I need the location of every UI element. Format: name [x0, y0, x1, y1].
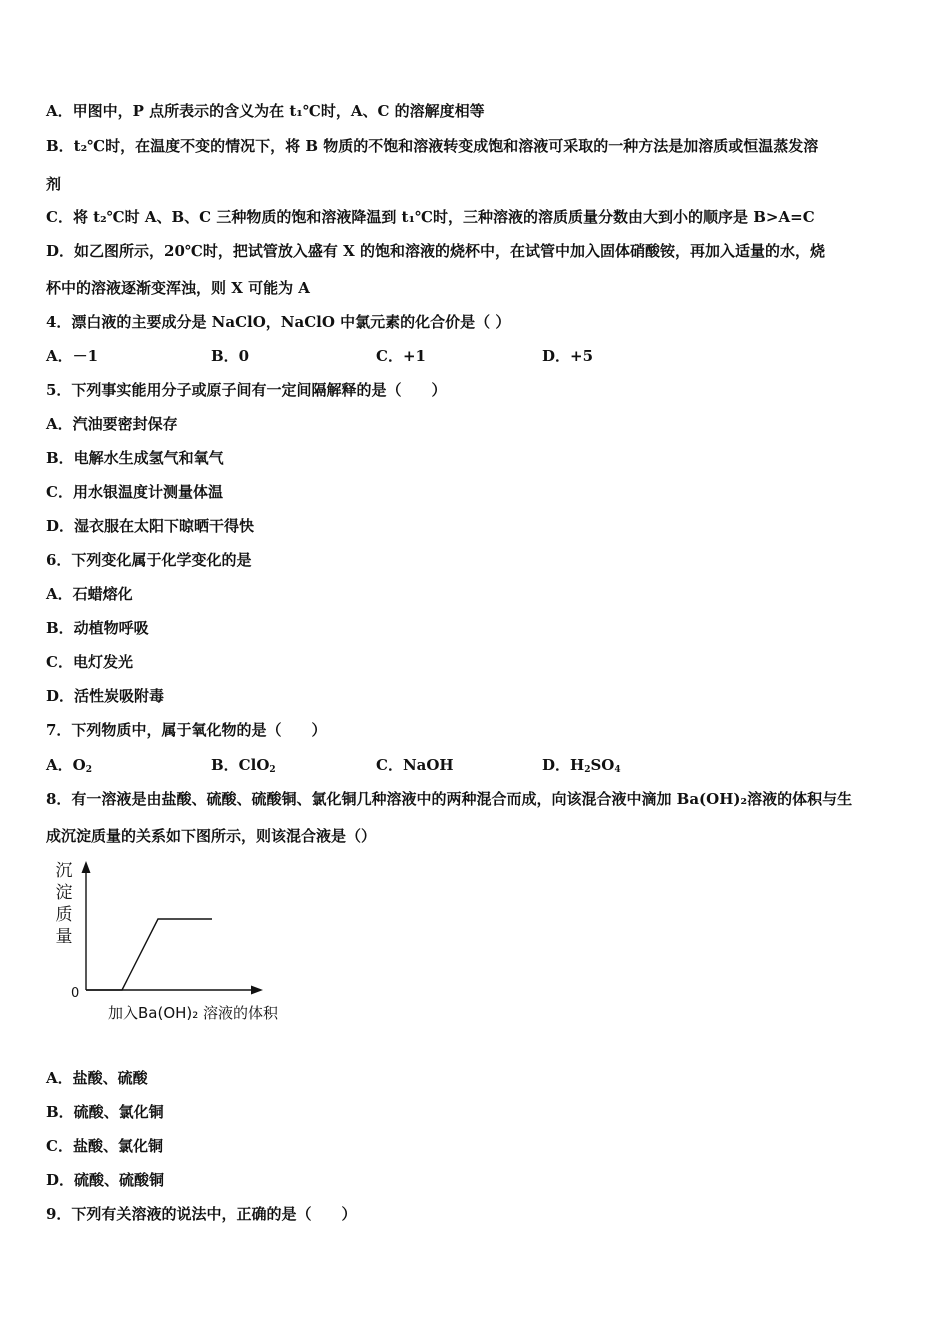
- q6-option-d: D．活性炭吸附毒: [46, 687, 165, 705]
- chart-y-label: 沉淀质量: [55, 861, 73, 947]
- q8-option-b: B．硫酸、氯化铜: [46, 1103, 164, 1121]
- q7-stem: 7．下列物质中，属于氧化物的是（ ）: [46, 721, 327, 739]
- q8-option-d: D．硫酸、硫酸铜: [46, 1171, 165, 1189]
- q8-option-c: C．盐酸、氯化铜: [46, 1137, 163, 1155]
- q5-option-c: C．用水银温度计测量体温: [46, 483, 223, 501]
- q3-option-d-line1: D．如乙图所示，20℃时，把试管放入盛有 X 的饱和溶液的烧杯中，在试管中加入固体硝酸铵，再加入适量的水，烧: [46, 242, 825, 260]
- q7-option-c: C．NaOH: [376, 756, 454, 774]
- q5-option-b: B．电解水生成氢气和氧气: [46, 449, 224, 467]
- q5-option-d: D．湿衣服在太阳下晾晒干得快: [46, 517, 255, 535]
- q4-option-b: B．0: [211, 347, 250, 365]
- q3-option-b-line1: B．t₂℃时，在温度不变的情况下，将 B 物质的不饱和溶液转变成饱和溶液可采取的一种方法是加溶质或恒温蒸发溶: [46, 137, 819, 155]
- q3-option-d-line2: 杯中的溶液逐渐变浑浊，则 X 可能为 A: [46, 279, 310, 297]
- q6-option-a: A．石蜡熔化: [46, 585, 133, 603]
- q4-option-d: D．+5: [542, 347, 594, 365]
- q4-option-a: A．－1: [46, 347, 99, 365]
- q4-stem: 4．漂白液的主要成分是 NaClO，NaClO 中氯元素的化合价是（ ）: [46, 313, 511, 331]
- q6-stem: 6．下列变化属于化学变化的是: [46, 551, 252, 569]
- chart-series-line: [86, 919, 212, 990]
- q7-option-b: B．ClO$_2$: [211, 756, 276, 775]
- q7-option-a: A．$O_2$: [46, 756, 92, 775]
- q8-option-a: A．盐酸、硫酸: [46, 1069, 148, 1087]
- q5-stem: 5．下列事实能用分子或原子间有一定间隔解释的是（ ）: [46, 381, 447, 399]
- q8-stem-line1: 8．有一溶液是由盐酸、硫酸、硫酸铜、氯化铜几种溶液中的两种混合而成，向该混合液中滴加 Ba(OH)₂溶液的体积与生: [46, 790, 853, 808]
- q6-option-b: B．动植物呼吸: [46, 619, 149, 637]
- q3-option-b-line2: 剂: [46, 175, 62, 193]
- precipitate-chart: [44, 856, 324, 1032]
- chart-x-arrow: [251, 986, 263, 995]
- chart-origin-label: 0: [71, 986, 80, 1001]
- chart-y-arrow: [82, 861, 91, 873]
- q6-option-c: C．电灯发光: [46, 653, 133, 671]
- q3-option-a: A．甲图中，P 点所表示的含义为在 t₁℃时，A、C 的溶解度相等: [46, 102, 485, 120]
- q7-option-d: D．$H_2SO_4$: [542, 756, 621, 775]
- q4-option-c: C．+1: [376, 347, 426, 365]
- q3-option-c: C．将 t₂℃时 A、B、C 三种物质的饱和溶液降温到 t₁℃时，三种溶液的溶质质量分数由大到小的顺序是 B>A=C: [46, 208, 815, 226]
- q5-option-a: A．汽油要密封保存: [46, 415, 178, 433]
- q9-stem: 9．下列有关溶液的说法中，正确的是（ ）: [46, 1205, 357, 1223]
- q8-stem-line2: 成沉淀质量的关系如下图所示，则该混合液是（）: [46, 827, 377, 845]
- chart-x-label: 加入Ba(OH)₂ 溶液的体积: [108, 1004, 279, 1022]
